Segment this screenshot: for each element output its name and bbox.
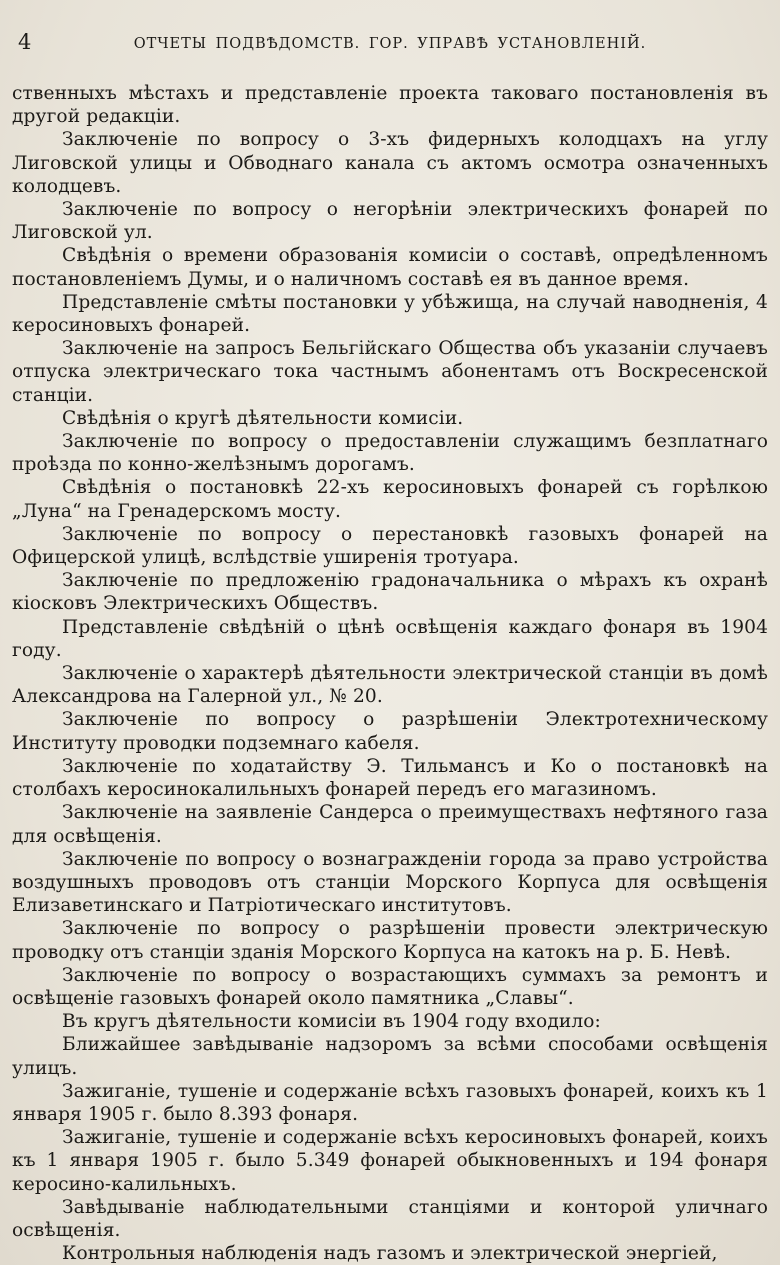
paragraph: Завѣдываніе наблюдательными станціями и конторой уличнаго освѣщенія. — [12, 1196, 768, 1241]
paragraph: Заключеніе по вопросу о возрастающихъ суммахъ за ремонтъ и освѣщеніе газовыхъ фонарей около памятника „Славы“. — [12, 964, 768, 1009]
paragraph: Заключеніе по вопросу о предоставленіи служащимъ безплатнаго проѣзда по конно-желѣзнымъ дорогамъ. — [12, 431, 768, 476]
paragraph: Заключеніе по вопросу о 3-хъ фидерныхъ колодцахъ на углу Лиговской улицы и Обводнаго канала съ актомъ осмотра означенныхъ колодцевъ. — [12, 129, 768, 197]
paragraph: Ближайшее завѣдываніе надзоромъ за всѣми способами освѣщенія улицъ. — [12, 1034, 768, 1079]
paragraph: Заключеніе по вопросу о перестановкѣ газовыхъ фонарей на Офицерской улицѣ, вслѣдствіе уширенія тротуара. — [12, 523, 768, 569]
paragraph: Заключеніе на запросъ Бельгійскаго Общества объ указаніи случаевъ отпуска электрическаго тока частнымъ абонентамъ отъ Воскресенской станціи. — [12, 338, 768, 406]
paragraph: ственныхъ мѣстахъ и представленіе проекта таковаго постановленія въ другой редакціи. — [12, 83, 768, 128]
paragraph: Заключеніе по предложенію градоначальника о мѣрахъ къ охранѣ кіосковъ Электрическихъ Обществъ. — [12, 570, 768, 615]
paragraph: Заключеніе по вопросу о разрѣшеніи провести электрическую проводку отъ станціи зданія Морского Корпуса на катокъ на р. Б. Невѣ. — [12, 918, 768, 963]
paragraph: Заключеніе на заявленіе Сандерса о преимуществахъ нефтяного газа для освѣщенія. — [12, 802, 768, 847]
paragraph: Представленіе смѣты постановки у убѣжища, на случай наводненія, 4 керосиновыхъ фонарей. — [12, 291, 768, 337]
page-header — [12, 26, 768, 64]
page-number: 4 — [18, 30, 32, 54]
body-text — [12, 82, 768, 1265]
paragraph: Представленіе свѣдѣній о цѣнѣ освѣщенія каждаго фонаря въ 1904 году. — [12, 616, 768, 661]
paragraph: Заключеніе по вопросу о вознагражденіи города за право устройства воздушныхъ проводовъ отъ станціи Морского Корпуса для освѣщенія Елизаветинскаго и Патріотическаго институтовъ. — [12, 848, 768, 917]
paragraph: Заключеніе по ходатайству Э. Тильмансъ и Ко о постановкѣ на столбахъ керосинокалильныхъ фонарей передъ его магазиномъ. — [12, 755, 768, 801]
running-head: ОТЧЕТЫ ПОДВѢДОМСТВ. ГОР. УПРАВѢ УСТАНОВЛЕНІЙ. — [133, 36, 647, 52]
paragraph: Свѣдѣнія о постановкѣ 22-хъ керосиновыхъ фонарей съ горѣлкою „Луна“ на Гренадерскомъ мосту. — [12, 477, 768, 522]
paragraph: Зажиганіе, тушеніе и содержаніе всѣхъ керосиновыхъ фонарей, коихъ къ 1 января 1905 г. было 5.349 фонарей обыкновенныхъ и 194 фонаря керосино-калильныхъ. — [12, 1127, 768, 1195]
paragraph: Заключеніе по вопросу о разрѣшеніи Электротехническому Институту проводки подземнаго кабеля. — [12, 709, 768, 754]
paragraph: Въ кругъ дѣятельности комисіи въ 1904 году входило: — [62, 1011, 601, 1033]
paragraph: Заключеніе о характерѣ дѣятельности электрической станціи въ домѣ Александрова на Галерной ул., № 20. — [12, 663, 768, 708]
paragraph: Свѣдѣнія о времени образованія комисіи о составѣ, опредѣленномъ постановленіемъ Думы, и о наличномъ составѣ ея въ данное время. — [12, 245, 768, 290]
paragraph: Заключеніе по вопросу о негорѣніи электрическихъ фонарей по Лиговской ул. — [12, 199, 768, 244]
paragraph: Зажиганіе, тушеніе и содержаніе всѣхъ газовыхъ фонарей, коихъ къ 1 января 1905 г. было 8.393 фонаря. — [12, 1080, 768, 1125]
paragraph: Свѣдѣнія о кругѣ дѣятельности комисіи. — [62, 407, 464, 429]
paragraph: Контрольныя наблюденія надъ газомъ и электрической энергіей, — [62, 1243, 718, 1265]
